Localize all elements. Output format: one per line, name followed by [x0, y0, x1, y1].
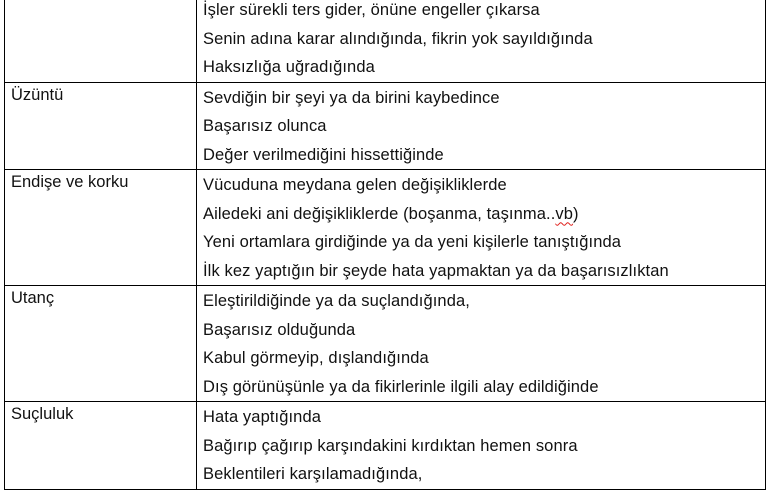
table-row	[5, 286, 766, 402]
spellcheck-underlined-word: vb	[555, 204, 574, 223]
table-row	[5, 402, 766, 490]
situation-text: Bağırıp çağırıp karşındakini kırdıktan hemen sonra	[203, 436, 578, 455]
emotion-cell	[5, 170, 197, 286]
table-row	[5, 0, 766, 82]
situations-cell	[197, 286, 766, 402]
situation-text: İşler sürekli ters gider, önüne engeller çıkarsa	[203, 1, 540, 19]
situation-text: Beklentileri karşılamadığında,	[203, 465, 423, 483]
table-row	[5, 82, 766, 170]
situation-text: Eleştirildiğinde ya da suçlandığında,	[203, 292, 470, 310]
situation-text: Başarısız olduğunda	[203, 320, 356, 339]
emotion-label: Suçluluk	[11, 405, 74, 423]
situation-text: Vücuduna meydana gelen değişikliklerde	[203, 176, 507, 194]
situation-text: Haksızlığa uğradığında	[203, 58, 375, 76]
emotion-label: Utanç	[11, 289, 55, 307]
situation-text: Hata yaptığında	[203, 408, 321, 426]
emotion-cell	[5, 286, 197, 402]
situations-cell	[197, 170, 766, 286]
emotion-label: Endişe ve korku	[11, 173, 129, 191]
situations-cell	[197, 82, 766, 170]
emotion-label: Üzüntü	[11, 85, 64, 104]
emotion-cell	[5, 0, 197, 82]
emotion-cell	[5, 82, 197, 170]
situation-text-with-spellcheck	[203, 200, 765, 229]
closing-parenthesis: )	[573, 204, 579, 223]
emotion-cell	[5, 402, 197, 490]
table-row	[5, 170, 766, 286]
situation-text: Başarısız olunca	[203, 117, 327, 135]
emotions-table	[4, 0, 766, 490]
situation-text: Değer verilmediğini hissettiğinde	[203, 145, 444, 164]
situations-cell	[197, 0, 766, 82]
situation-text: İlk kez yaptığın bir şeyde hata yapmaktan ya da başarısızlıktan	[203, 261, 669, 280]
situations-cell	[197, 402, 766, 490]
situation-text: Dış görünüşünle ya da fikirlerinle ilgili alay edildiğinde	[203, 377, 599, 396]
situation-text: Senin adına karar alındığında, fikrin yok sayıldığında	[203, 29, 593, 48]
situation-text: Sevdiğin bir şeyi ya da birini kaybedince	[203, 88, 500, 107]
situation-text: Yeni ortamlara girdiğinde ya da yeni kişilerle tanıştığında	[203, 233, 622, 251]
situation-text: Kabul görmeyip, dışlandığında	[203, 349, 429, 367]
situation-text: Ailedeki ani değişikliklerde (boşanma, taşınma..	[203, 204, 556, 223]
